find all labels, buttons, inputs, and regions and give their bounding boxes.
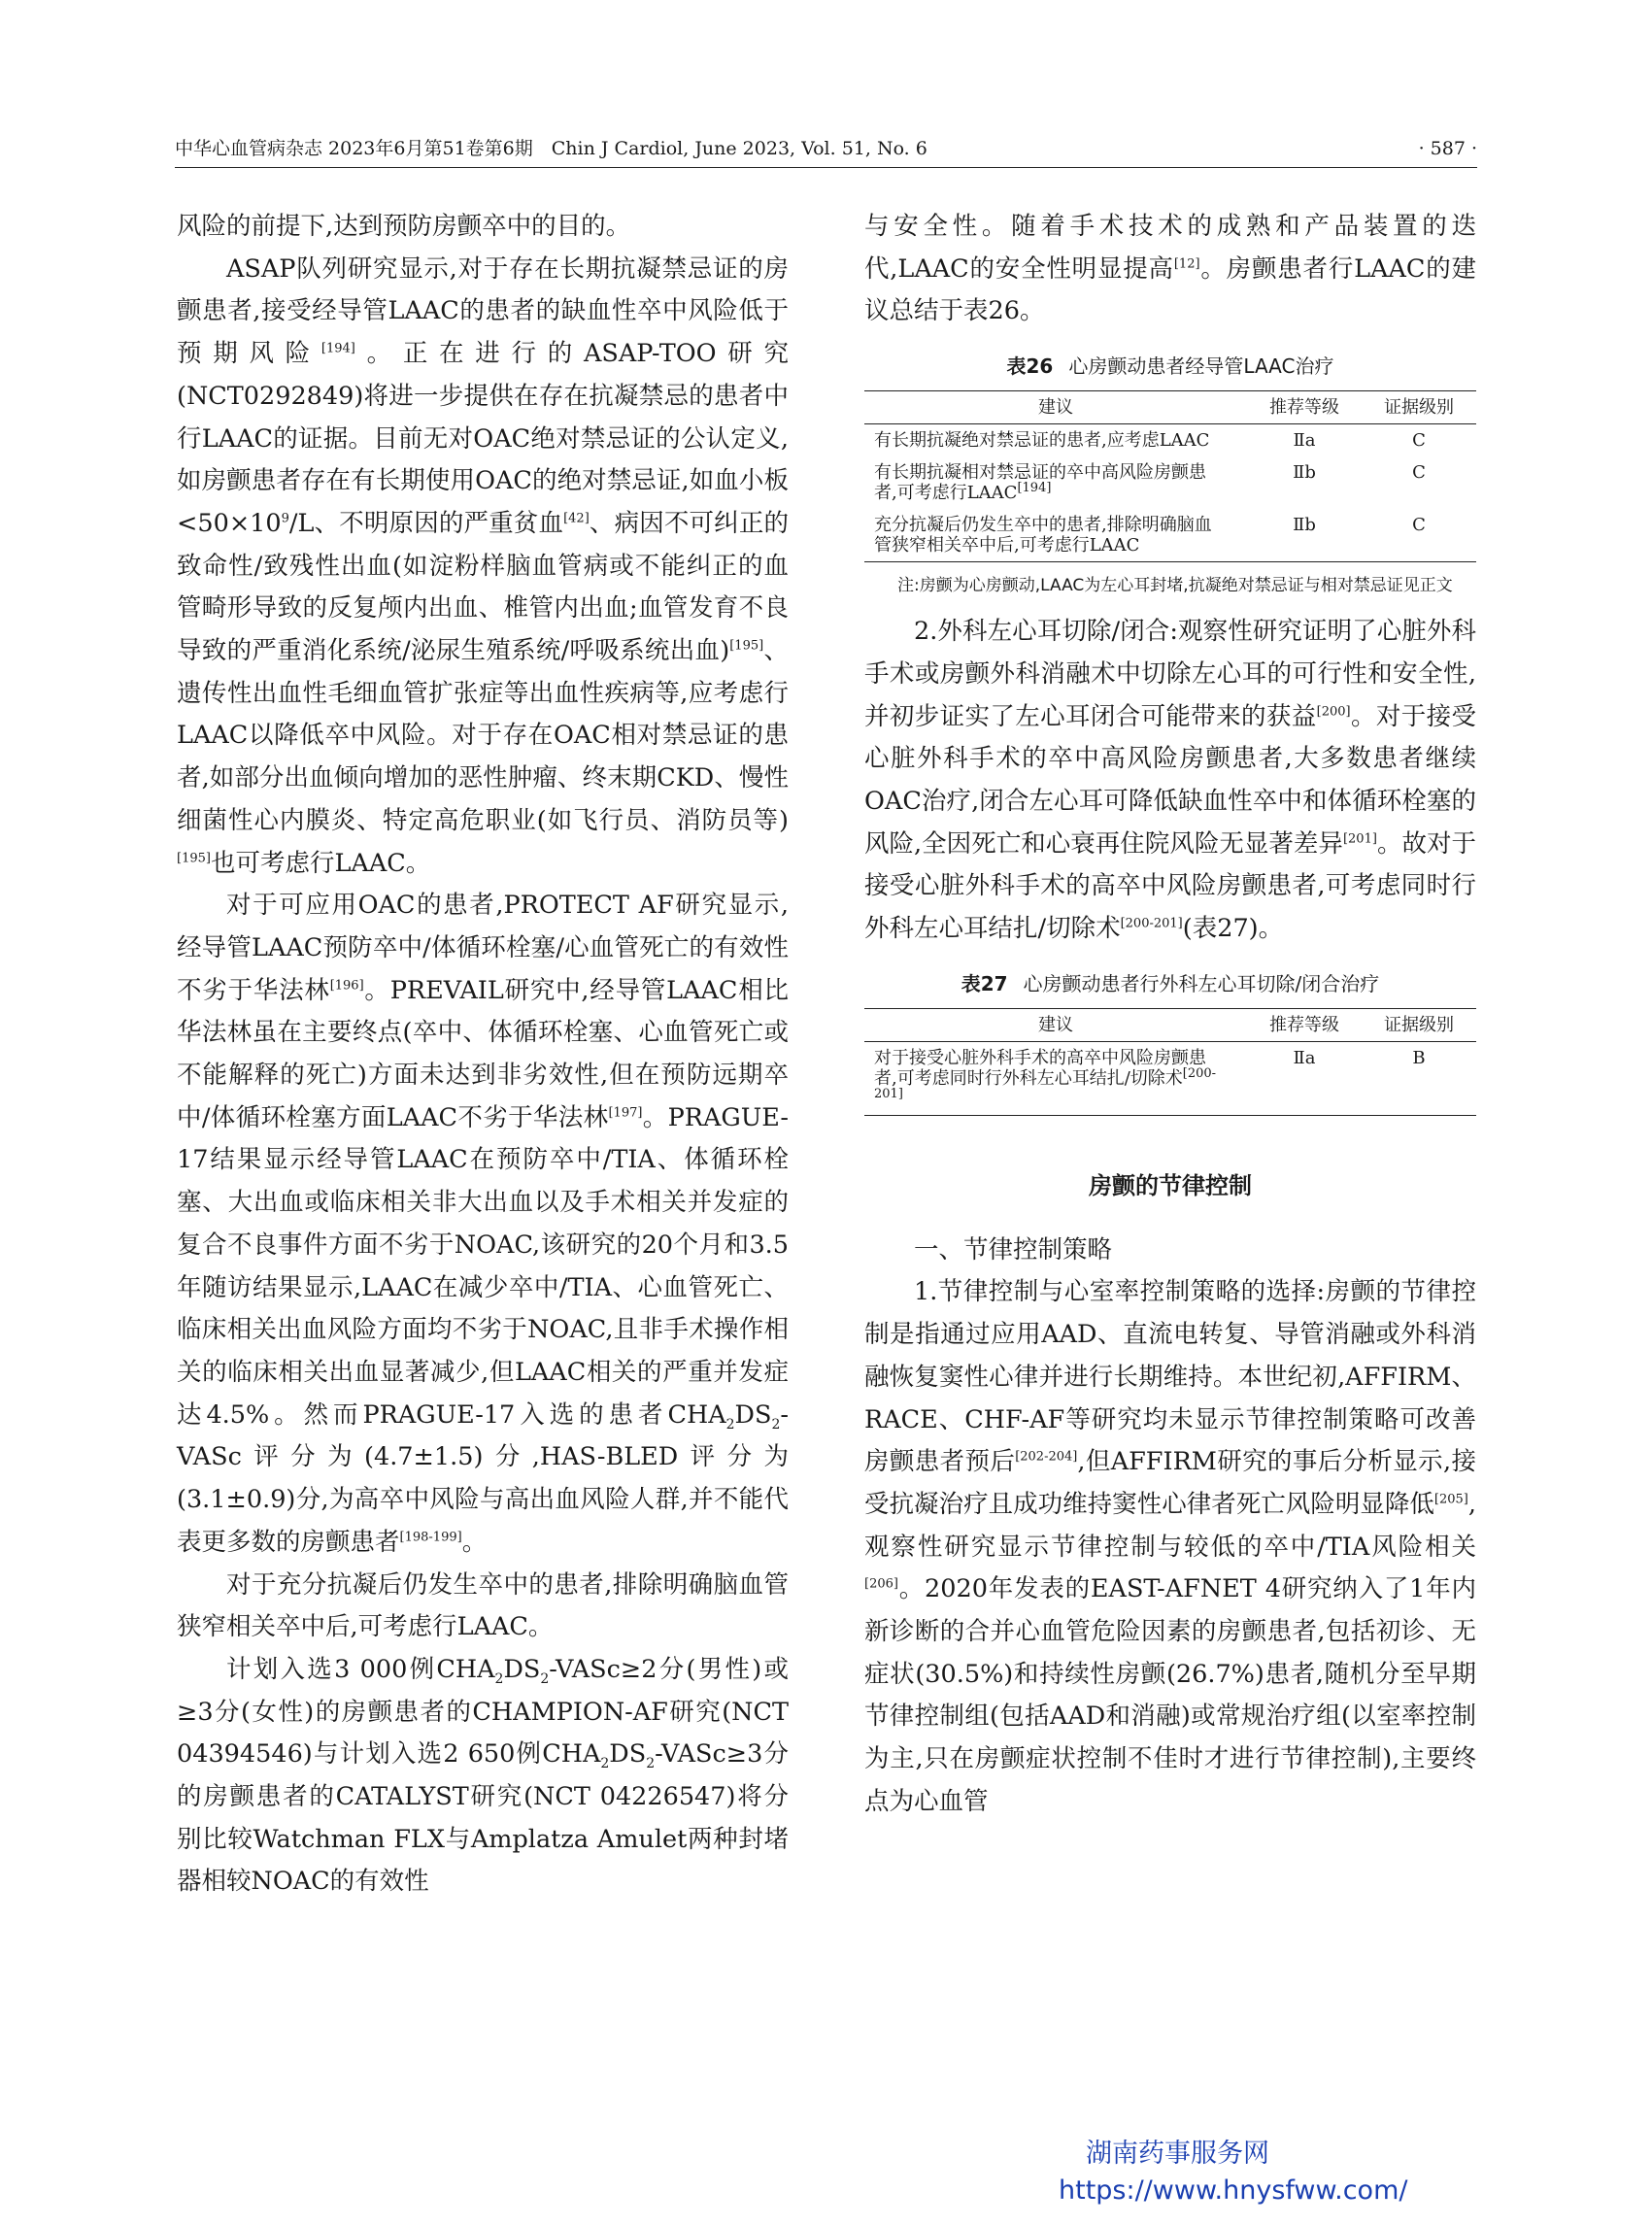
table-header: 建议: [864, 1008, 1247, 1041]
table26-caption: 表26 心房颤动患者经导管LAAC治疗: [1006, 354, 1334, 379]
paragraph: 2.外科左心耳切除/闭合:观察性研究证明了心脏外科手术或房颤外科消融术中切除左心耳的可行性和安全性,并初步证实了左心耳闭合可能带来的获益[200]。对于接受心脏外科手术的卒中高风险房颤患者,大多数患者继续OAC治疗,闭合左心耳可降低缺血性卒中和体循环栓塞的风险,全因死亡和心衰再住院风险无显著差异[201]。故对于接受心脏外科手术的高卒中风险房颤患者,可考虑同时行外科左心耳结扎/切除术[200-201](表27)。: [864, 617, 1476, 944]
left-column: [177, 206, 789, 1904]
table-header: 推荐等级: [1247, 1008, 1362, 1041]
table-header: 证据级别: [1362, 1008, 1476, 1041]
table-cell: C: [1412, 430, 1426, 452]
table-row: [864, 424, 1476, 457]
running-header: [175, 134, 1477, 168]
table-cell: C: [1362, 509, 1476, 562]
watermark-name: 湖南药事服务网: [1086, 2139, 1269, 2169]
paragraph: 对于可应用OAC的患者,PROTECT AF研究显示,经导管LAAC预防卒中/体循环栓塞/心血管死亡的有效性不劣于华法林[196]。PREVAIL研究中,经导管LAAC相比华法林虽在主要终点(卒中、体循环栓塞、心血管死亡或不能解释的死亡)方面未达到非劣效性,但在预防远期卒中/体循环栓塞方面LAAC不劣于华法林[197]。PRAGUE-17结果显示经导管LAAC在预防卒中/TIA、体循环栓塞、大出血或临床相关非大出血以及手术相关并发症的复合不良事件方面不劣于NOAC,该研究的20个月和3.5年随访结果显示,LAAC在减少卒中/TIA、心血管死亡、临床相关出血风险方面均不劣于NOAC,且非手术操作相关的临床相关出血显著减少,但LAAC相关的严重并发症达4.5%。然而PRAGUE-17入选的患者$CHA_2DS_2$-VASc评分为(4.7±1.5)分,HAS-BLED评分为(3.1±0.9)分,为高卒中风险与高出血风险人群,并不能代表更多数的房颤患者[198-199]。: [177, 891, 789, 1557]
table-cell: 充分抗凝后仍发生卒中的患者,排除明确脑血管狭窄相关卒中后,可考虑行LAAC: [864, 509, 1247, 562]
table-row: [864, 456, 1476, 509]
table27-caption: 表27 心房颤动患者行外科左心耳切除/闭合治疗: [961, 971, 1380, 995]
table-cell: 对于接受心脏外科手术的高卒中风险房颤患者,可考虑同时行外科左心耳结扎/切除术[200-201]: [864, 1041, 1247, 1115]
table-cell: 有长期抗凝相对禁忌证的卒中高风险房颤患者,可考虑行LAAC[194]: [874, 462, 1206, 504]
page-number: · 587 ·: [1418, 138, 1477, 159]
table-row: [864, 509, 1476, 562]
paragraph: 风险的前提下,达到预防房颤卒中的目的。: [177, 212, 631, 241]
table26-note: 注:房颤为心房颤动,LAAC为左心耳封堵,抗凝绝对禁忌证与相对禁忌证见正文: [897, 576, 1453, 596]
section-title: 房颤的节律控制: [1089, 1171, 1252, 1199]
table-header: 证据级别: [1362, 391, 1476, 424]
table-header: 建议: [864, 391, 1247, 424]
table27: [864, 1008, 1476, 1116]
paragraph: 计划入选3 000例$CHA_2DS_2-VASc\ge 2$分(男性)或≥3分(女性)的房颤患者的CHAMPION-AF研究(NCT 04394546)与计划入选2 650例$CHA_2DS_2-VASc\ge 3$分的房颤患者的CATALYST研究(NCT 04226547)将分别比较Watchman FLX与Amplatza Amulet两种封堵器相较NOAC的有效性: [177, 1654, 790, 1897]
watermark-url: https://www.hnysfww.com/: [1059, 2175, 1408, 2206]
watermark: [1059, 2136, 1407, 2209]
journal-info: 中华心血管病杂志 2023年6月第51卷第6期 Chin J Cardiol, June 2023, Vol. 51, No. 6: [175, 138, 927, 159]
table-cell: Ⅱa: [1247, 1041, 1362, 1115]
table-cell: 有长期抗凝绝对禁忌证的患者,应考虑LAAC: [874, 430, 1210, 452]
paragraph: 一、节律控制策略: [914, 1234, 1113, 1264]
table26: [864, 390, 1476, 562]
table-cell: B: [1362, 1041, 1476, 1115]
paragraph: 与安全性。随着手术技术的成熟和产品装置的迭代,LAAC的安全性明显提高[12]。房颤患者行LAAC的建议总结于表26。: [864, 212, 1476, 326]
right-mid-text: [864, 611, 1476, 951]
right-column: [864, 206, 1476, 1824]
table-cell: Ⅱb: [1247, 509, 1362, 562]
table-header: 推荐等级: [1247, 391, 1362, 424]
table-row: [864, 1041, 1476, 1115]
paragraph: ASAP队列研究显示,对于存在长期抗凝禁忌证的房颤患者,接受经导管LAAC的患者的缺血性卒中风险低于预期风险[194]。正在进行的ASAP-TOO研究(NCT0292849)将进一步提供在存在抗凝禁忌的患者中行LAAC的证据。目前无对OAC绝对禁忌证的公认定义,如房颤患者存在有长期使用OAC的绝对禁忌证,如血小板$<50\times 10^9/L$、不明原因的严重贫血[42]、病因不可纠正的致命性/致残性出血(如淀粉样脑血管病或不能纠正的血管畸形导致的反复颅内出血、椎管内出血;血管发育不良导致的严重消化系统/泌尿生殖系统/呼吸系统出血)[195]、遗传性出血性毛细血管扩张症等出血性疾病等,应考虑行LAAC以降低卒中风险。对于存在OAC相对禁忌证的患者,如部分出血倾向增加的恶性肿瘤、终末期CKD、慢性细菌性心内膜炎、特定高危职业(如飞行员、消防员等)[195]也可考虑行LAAC。: [177, 253, 789, 878]
table-cell: C: [1412, 462, 1426, 484]
paragraph: 对于充分抗凝后仍发生卒中的患者,排除明确脑血管狭窄相关卒中后,可考虑行LAAC。: [177, 1569, 789, 1642]
table-cell: Ⅱb: [1293, 462, 1316, 484]
table-cell: Ⅱa: [1293, 430, 1316, 452]
paragraph: 1.节律控制与心室率控制策略的选择:房颤的节律控制是指通过应用AAD、直流电转复、导管消融或外科消融恢复窦性心律并进行长期维持。本世纪初,AFFIRM、RACE、CHF-AF等研究均未显示节律控制策略可改善房颤患者预后[202-204],但AFFIRM研究的事后分析显示,接受抗凝治疗且成功维持窦性心律者死亡风险明显降低[205],观察性研究显示节律控制与较低的卒中/TIA风险相关[206]。2020年发表的EAST-AFNET 4研究纳入了1年内新诊断的合并心血管危险因素的房颤患者,包括初诊、无症状(30.5%)和持续性房颤(26.7%)患者,随机分至早期节律控制组(包括AAD和消融)或常规治疗组(以室率控制为主,只在房颤症状控制不佳时才进行节律控制),主要终点为心血管: [864, 1277, 1476, 1816]
right-bottom-text: [864, 1230, 1476, 1824]
right-top-text: [864, 206, 1476, 333]
